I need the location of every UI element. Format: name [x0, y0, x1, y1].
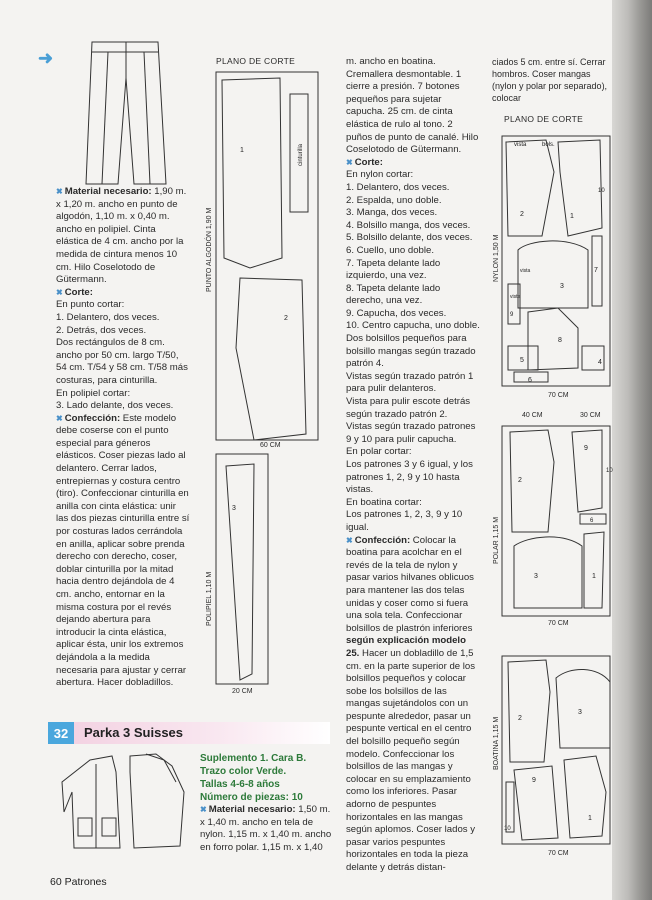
material-text: 1,90 m. x 1,20 m. ancho en punto de algodón, 1,10 m. x 0,40 m. ancho en polipiel. Cinta elástica de 4 cm. ancho por la medida de cintura menos 10 cm. Hilo Coselotodo de Gütermann.	[56, 186, 187, 286]
piece-label: vista	[520, 268, 531, 274]
polar-label: En polar cortar:	[346, 446, 412, 458]
confeccion-text: Colocar la boatina para acolchar en el revés de la tela de nylon y pasar varios hilvanes oblicuos para mantener las dos telas unidas y coser como si fuera una sola tela. Confeccionar bolsillos de plastrón inferiores	[346, 534, 474, 634]
pattern-diagram-nylon	[498, 132, 614, 390]
page-curl	[612, 0, 652, 900]
boatina-label: En boatina cortar:	[346, 496, 422, 508]
nylon-label: En nylon cortar:	[346, 169, 414, 181]
piece-label: 6	[590, 518, 594, 524]
material-text: 1,50 m. x 1,40 m. ancho en tela de nylon. 1,15 m. x 1,40 m. ancho en forro polar. 1,15 m. x 1,40	[200, 804, 332, 853]
piece-label: 4	[598, 359, 602, 366]
parka-info-line: Tallas 4-6-8 años	[200, 779, 280, 790]
page-number: 60	[50, 876, 62, 888]
fabric-label: NYLON 1,50 M	[493, 234, 500, 282]
plano-title: PLANO DE CORTE	[216, 56, 296, 66]
piece-label: 2	[284, 315, 288, 322]
corte-label: Corte:	[64, 286, 93, 298]
fabric-label: BOATINA 1,15 M	[493, 716, 500, 770]
parka-info-line: Número de piezas: 10	[200, 792, 303, 803]
piece-label: bols.	[542, 142, 555, 148]
paragraph: Dos bolsillos pequeños para bolsillo mangas según trazado patrón 4.	[346, 333, 476, 370]
fabric-label: POLAR 1,15 M	[493, 516, 500, 564]
piece-label: 1	[592, 573, 596, 580]
page-footer	[50, 876, 107, 888]
pattern-diagram-polar	[498, 422, 614, 620]
list-item: 2. Espalda, uno doble.	[346, 194, 442, 206]
piece-label: 2	[518, 477, 522, 484]
confeccion-bold: según explicación modelo 25.	[346, 635, 466, 659]
width-label: 70 CM	[548, 392, 569, 399]
right-column-text	[492, 56, 612, 104]
piece-label: 9	[584, 445, 588, 452]
piece-label: 6	[528, 377, 532, 384]
piece-label: 9	[532, 777, 536, 784]
parka-info: Suplemento 1. Cara B. Trazo color Verde. Tallas 4-6-8 años Número de piezas: 10 ✖ Material necesario: 1,50 m. x 1,40 m. ancho en tela de nylon. 1,15 m. x 1,40 m. ancho en forro polar. 1,15 m. x 1,40	[200, 752, 334, 854]
plano-title: PLANO DE CORTE	[504, 114, 584, 124]
piece-label: 10	[598, 188, 605, 194]
paragraph: Vista para pulir escote detrás según trazado patrón 2.	[346, 396, 471, 420]
parka-illustration	[60, 752, 188, 852]
intro-text: m. ancho en boatina. Cremallera desmontable. 1 cierre a presión. 7 botones pequeños para sujetar capucha. 25 cm. de cinta elástica de rulo al tono. 2 puños de punto de canalé. Hilo Coselotodo de Gütermann.	[346, 56, 479, 156]
material-label: Material necesario:	[208, 804, 296, 815]
pattern-diagram-polipiel	[212, 450, 272, 688]
fabric-label: POLIPIEL 1,10 M	[206, 571, 213, 626]
piece-label: 1	[240, 147, 244, 154]
piece-label: 1	[570, 213, 574, 220]
list-item: 1. Delantero, dos veces.	[346, 181, 450, 193]
paragraph: Vistas según trazado patrón 1 para pulir delanteros.	[346, 370, 474, 395]
rect-text: Dos rectángulos de 8 cm. ancho por 50 cm. largo T/50, 54 cm. T/54 y 58 cm. T/58 más costuras, para cinturilla.	[56, 337, 188, 386]
parka-info-line: Trazo color Verde.	[200, 766, 287, 777]
middle-column-text: m. ancho en boatina. Cremallera desmontable. 1 cierre a presión. 7 botones pequeños para sujetar capucha. 25 cm. de cinta elástica de rulo al tono. 2 puños de punto de canalé. Hilo Coselotodo de Gütermann. ✖ Corte: En nylon cortar: 1. Delantero, dos veces. 2. Espalda, uno doble. 3. Manga, dos veces. 4. Bolsillo manga, dos veces. 5. Bolsillo delante, dos veces. 6. Cuello, uno doble. 7. Tapeta delante lado izquierdo, una vez. 8. Tapeta delante lado derecho, una vez. 9. Capucha, dos veces. 10. Centro capucha, uno doble. Dos bolsillos pequeños para bolsillo mangas según trazado patrón 4. Vistas según trazado patrón 1 para pulir delanteros. Vista para pulir escote detrás según trazado patrón 2. Vistas según trazado patrones 9 y 10 para pulir capucha. En polar cortar: Los patrones 3 y 6 igual, y los patrones 1, 2, 9 y 10 hasta vistas. En boatina cortar: Los patrones 1, 2, 3, 9 y 10 igual. ✖ Confección: Colocar la boatina para acolchar en el revés de la tela de nylon y pasar varios hilvanes oblicuos para mantener las dos telas unidas y coser como si fuera una sola tela. Confeccionar bolsillos de plastrón inferiores según explicación modelo 25. Hacer un dobladillo de 1,5 cm. en la parte superior de los bolsillos pequeños y colocar sobe los bolsillos de las mangas sujetándolos con un pespunte alrededor, pasar un pespunte vertical en el centro del bolsillo pequeño según modelo. Confeccionar los bolsillos de las mangas y colocar en su emplazamiento como los inferiores. Pasar adorno de pespuntes horizontales en las mangas según aplomos. Coser lados y pasar varios pespuntes horizontales en toda la pieza delante y detrás distan-	[346, 56, 480, 873]
pants-illustration	[78, 38, 174, 188]
piece-label: cinturilla	[298, 143, 304, 166]
corte-label: Corte:	[354, 156, 383, 168]
piece-label: 3	[534, 573, 538, 580]
intro-text: ciados 5 cm. entre sí. Cerrar hombros. Coser mangas (nylon y polar por separado), colocar	[492, 57, 608, 103]
confeccion-text: Este modelo debe coserse con el punto especial para géneros elásticos. Coser piezas lado al delantero. Cerrar lados, entrepiernas y costura centro (tiro). Confeccionar cinturilla en anilla con cinta elástica: unir las dos piezas cinturilla entre sí por costuras lados cerrándola en anilla, aplicar sobre prenda derecho con derecho, coser, doblar cinturilla por la mitad hacia dentro dejándola de 4 cm. ancho, entornar en la misma costura por el revés dejando abertura para introducir la cinta elástica, aplicar ésta, unir los extremos dejándola a la medida necesaria para ajustar y cerrar abertura. Hacer dobladillos.	[56, 412, 190, 689]
list-item: 4. Bolsillo manga, dos veces.	[346, 219, 471, 231]
paragraph: Los patrones 3 y 6 igual, y los patrones 1, 2, 9 y 10 hasta vistas.	[346, 459, 473, 496]
paragraph: Los patrones 1, 2, 3, 9 y 10 igual.	[346, 509, 463, 533]
width-label: 70 CM	[548, 620, 569, 627]
piece-label: 3	[578, 709, 582, 716]
list-item: 10. Centro capucha, uno doble.	[346, 320, 480, 332]
piece-label: 2	[518, 715, 522, 722]
piece-label: vista	[510, 294, 521, 300]
piece-label: 1	[588, 815, 592, 822]
piece-label: 10	[606, 468, 613, 474]
parka-info-line: Suplemento 1. Cara B.	[200, 753, 307, 764]
width-label: 20 CM	[232, 688, 253, 695]
piece-label: 3	[560, 283, 564, 290]
fabric-label: PUNTO ALGODÓN 1,90 M	[206, 207, 213, 292]
pattern-diagram-pants	[210, 68, 326, 446]
list-item: 2. Detrás, dos veces.	[56, 324, 147, 336]
width-label: 70 CM	[548, 850, 569, 857]
list-item: 5. Bolsillo delante, dos veces.	[346, 232, 473, 244]
confeccion-label: Confección:	[354, 534, 411, 546]
paragraph: Vistas según trazado patrones 9 y 10 para pulir capucha.	[346, 421, 476, 445]
footer-section: Patrones	[64, 876, 107, 888]
section-number: 32	[48, 722, 74, 744]
confeccion-label: Confección:	[64, 412, 121, 424]
piece-label: 5	[520, 357, 524, 364]
list-item: 6. Cuello, uno doble.	[346, 244, 435, 256]
punto-label: En punto cortar:	[56, 299, 125, 311]
left-column-text: ✖ Material necesario: 1,90 m. x 1,20 m. ancho en punto de algodón, 1,10 m. x 0,40 m. ancho en polipiel. Cinta elástica de 4 cm. ancho por la medida de cintura menos 10 cm. Hilo Coselotodo de Gütermann. ✖ Corte: En punto cortar: 1. Delantero, dos veces. 2. Detrás, dos veces. Dos rectángulos de 8 cm. ancho por 50 cm. largo T/50, 54 cm. T/54 y 58 cm. T/58 más costuras, para cinturilla. En polipiel cortar: 3. Lado delante, dos veces. ✖ Confección: Este modelo debe coserse con el punto especial para géneros elásticos. Coser piezas lado al delantero. Cerrar lados, entrepiernas y costura centro (tiro). Confeccionar cinturilla en anilla con cinta elástica: unir las dos piezas cinturilla entre sí por costuras lados cerrándola en anilla, aplicar sobre prenda derecho con derecho, coser, doblar cinturilla por la mitad hacia dentro dejándola de 4 cm. ancho, entornar en la misma costura por el revés dejando abertura para introducir la cinta elástica, aplicar ésta, unir los extremos dejándola a la medida necesaria para ajustar y cerrar abertura. Hacer dobladillos.	[56, 186, 190, 689]
piece-label: 8	[558, 337, 562, 344]
width-label: 30 CM	[580, 412, 601, 419]
piece-label: 7	[594, 267, 598, 274]
list-item: 8. Tapeta delante lado derecho, una vez.	[346, 282, 441, 307]
confeccion-text: Hacer un dobladillo de 1,5 cm. en la parte superior de los bolsillos pequeños y colocar sobe los bolsillos de las mangas sujetándolos con un pespunte alrededor, pasar un pespunte vertical en el centro del bolsillo pequeño según modelo. Confeccionar los bolsillos de las mangas y colocar en su emplazamiento como los inferiores. Pasar adorno de pespuntes horizontales en las mangas según aplomos. Coser lados y pasar varios pespuntes horizontales en toda la pieza delante y detrás distan-	[346, 647, 476, 873]
piece-label: 10	[504, 826, 511, 832]
list-item: 3. Lado delante, dos veces.	[56, 400, 174, 412]
list-item: 9. Capucha, dos veces.	[346, 307, 447, 319]
list-item: 3. Manga, dos veces.	[346, 207, 438, 219]
material-label: Material necesario:	[64, 186, 152, 197]
width-label: 40 CM	[522, 412, 543, 419]
width-label: 60 CM	[260, 442, 281, 449]
piece-label: 2	[520, 211, 524, 218]
piece-label: 9	[510, 312, 514, 318]
pattern-diagram-boatina	[498, 652, 614, 848]
section-title: Parka 3 Suisses	[84, 725, 184, 740]
list-item: 7. Tapeta delante lado izquierdo, una vez.	[346, 257, 441, 282]
list-item: 1. Delantero, dos veces.	[56, 311, 160, 323]
polipiel-label: En polipiel cortar:	[56, 387, 131, 399]
arrow-icon: ➜	[38, 48, 54, 68]
piece-label: vista	[514, 142, 527, 148]
piece-label: 3	[232, 505, 236, 512]
